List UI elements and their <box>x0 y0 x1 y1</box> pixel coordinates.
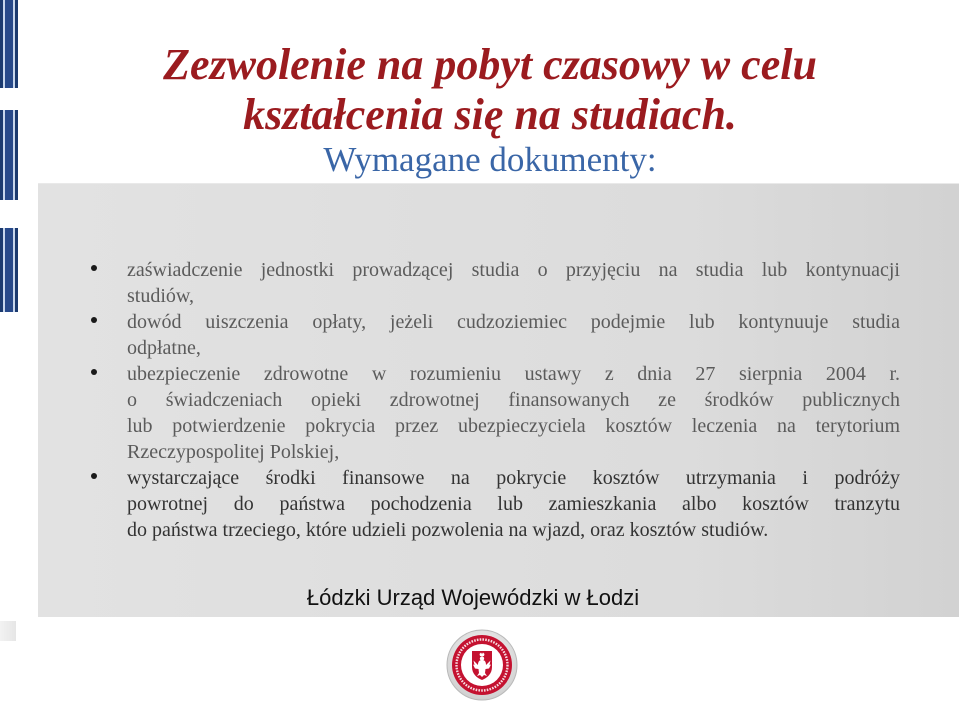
list-item-line: zaświadczenie jednostki prowadzącej studia o przyjęciu na studia lub kontynuacji <box>127 259 900 281</box>
slide-title-line-2: kształcenia się na studiach. <box>243 90 737 139</box>
list-item-line: Rzeczypospolitej Polskiej, <box>127 441 340 463</box>
slide-title-line-1: Zezwolenie na pobyt czasowy w celu <box>163 40 817 89</box>
list-item-line: dowód uiszczenia opłaty, jeżeli cudzoziemiec podejmie lub kontynuuje studia <box>127 311 900 333</box>
list-item <box>127 257 900 309</box>
bullet-dot-icon <box>91 265 97 271</box>
list-item-line: do państwa trzeciego, które udzieli pozwolenia na wjazd, oraz kosztów studiów. <box>127 519 769 541</box>
bullet-dot-icon <box>91 369 97 375</box>
list-item-line: studiów, <box>127 285 195 307</box>
requirements-list <box>127 257 900 543</box>
list-item-line: o świadczeniach opieki zdrowotnej finansowanych ze środków publicznych <box>127 389 900 411</box>
list-item <box>127 361 900 465</box>
side-decoration-bar <box>0 110 18 200</box>
list-item-line: odpłatne, <box>127 337 201 359</box>
bullet-dot-icon <box>91 317 97 323</box>
list-item <box>127 465 900 543</box>
list-item-line: wystarczające środki finansowe na pokrycie kosztów utrzymania i podróży <box>127 467 900 489</box>
side-decoration-bar <box>0 228 18 312</box>
list-item-line: ubezpieczenie zdrowotne w rozumieniu ustawy z dnia 27 sierpnia 2004 r. <box>127 363 900 385</box>
office-name-footer: Łódzki Urząd Wojewódzki w Łodzi <box>306 585 640 610</box>
bullet-dot-icon <box>91 473 97 479</box>
eagle-emblem-seal-icon <box>446 629 518 701</box>
side-decoration-bar-faint <box>0 621 16 641</box>
list-item-line: lub potwierdzenie pokrycia przez ubezpieczyciela kosztów leczenia na terytorium <box>127 415 900 437</box>
list-item <box>127 309 900 361</box>
slide-subtitle: Wymagane dokumenty: <box>323 140 657 179</box>
side-decoration-bar <box>0 0 18 88</box>
list-item-line: powrotnej do państwa pochodzenia lub zamieszkania albo kosztów tranzytu <box>127 493 900 515</box>
